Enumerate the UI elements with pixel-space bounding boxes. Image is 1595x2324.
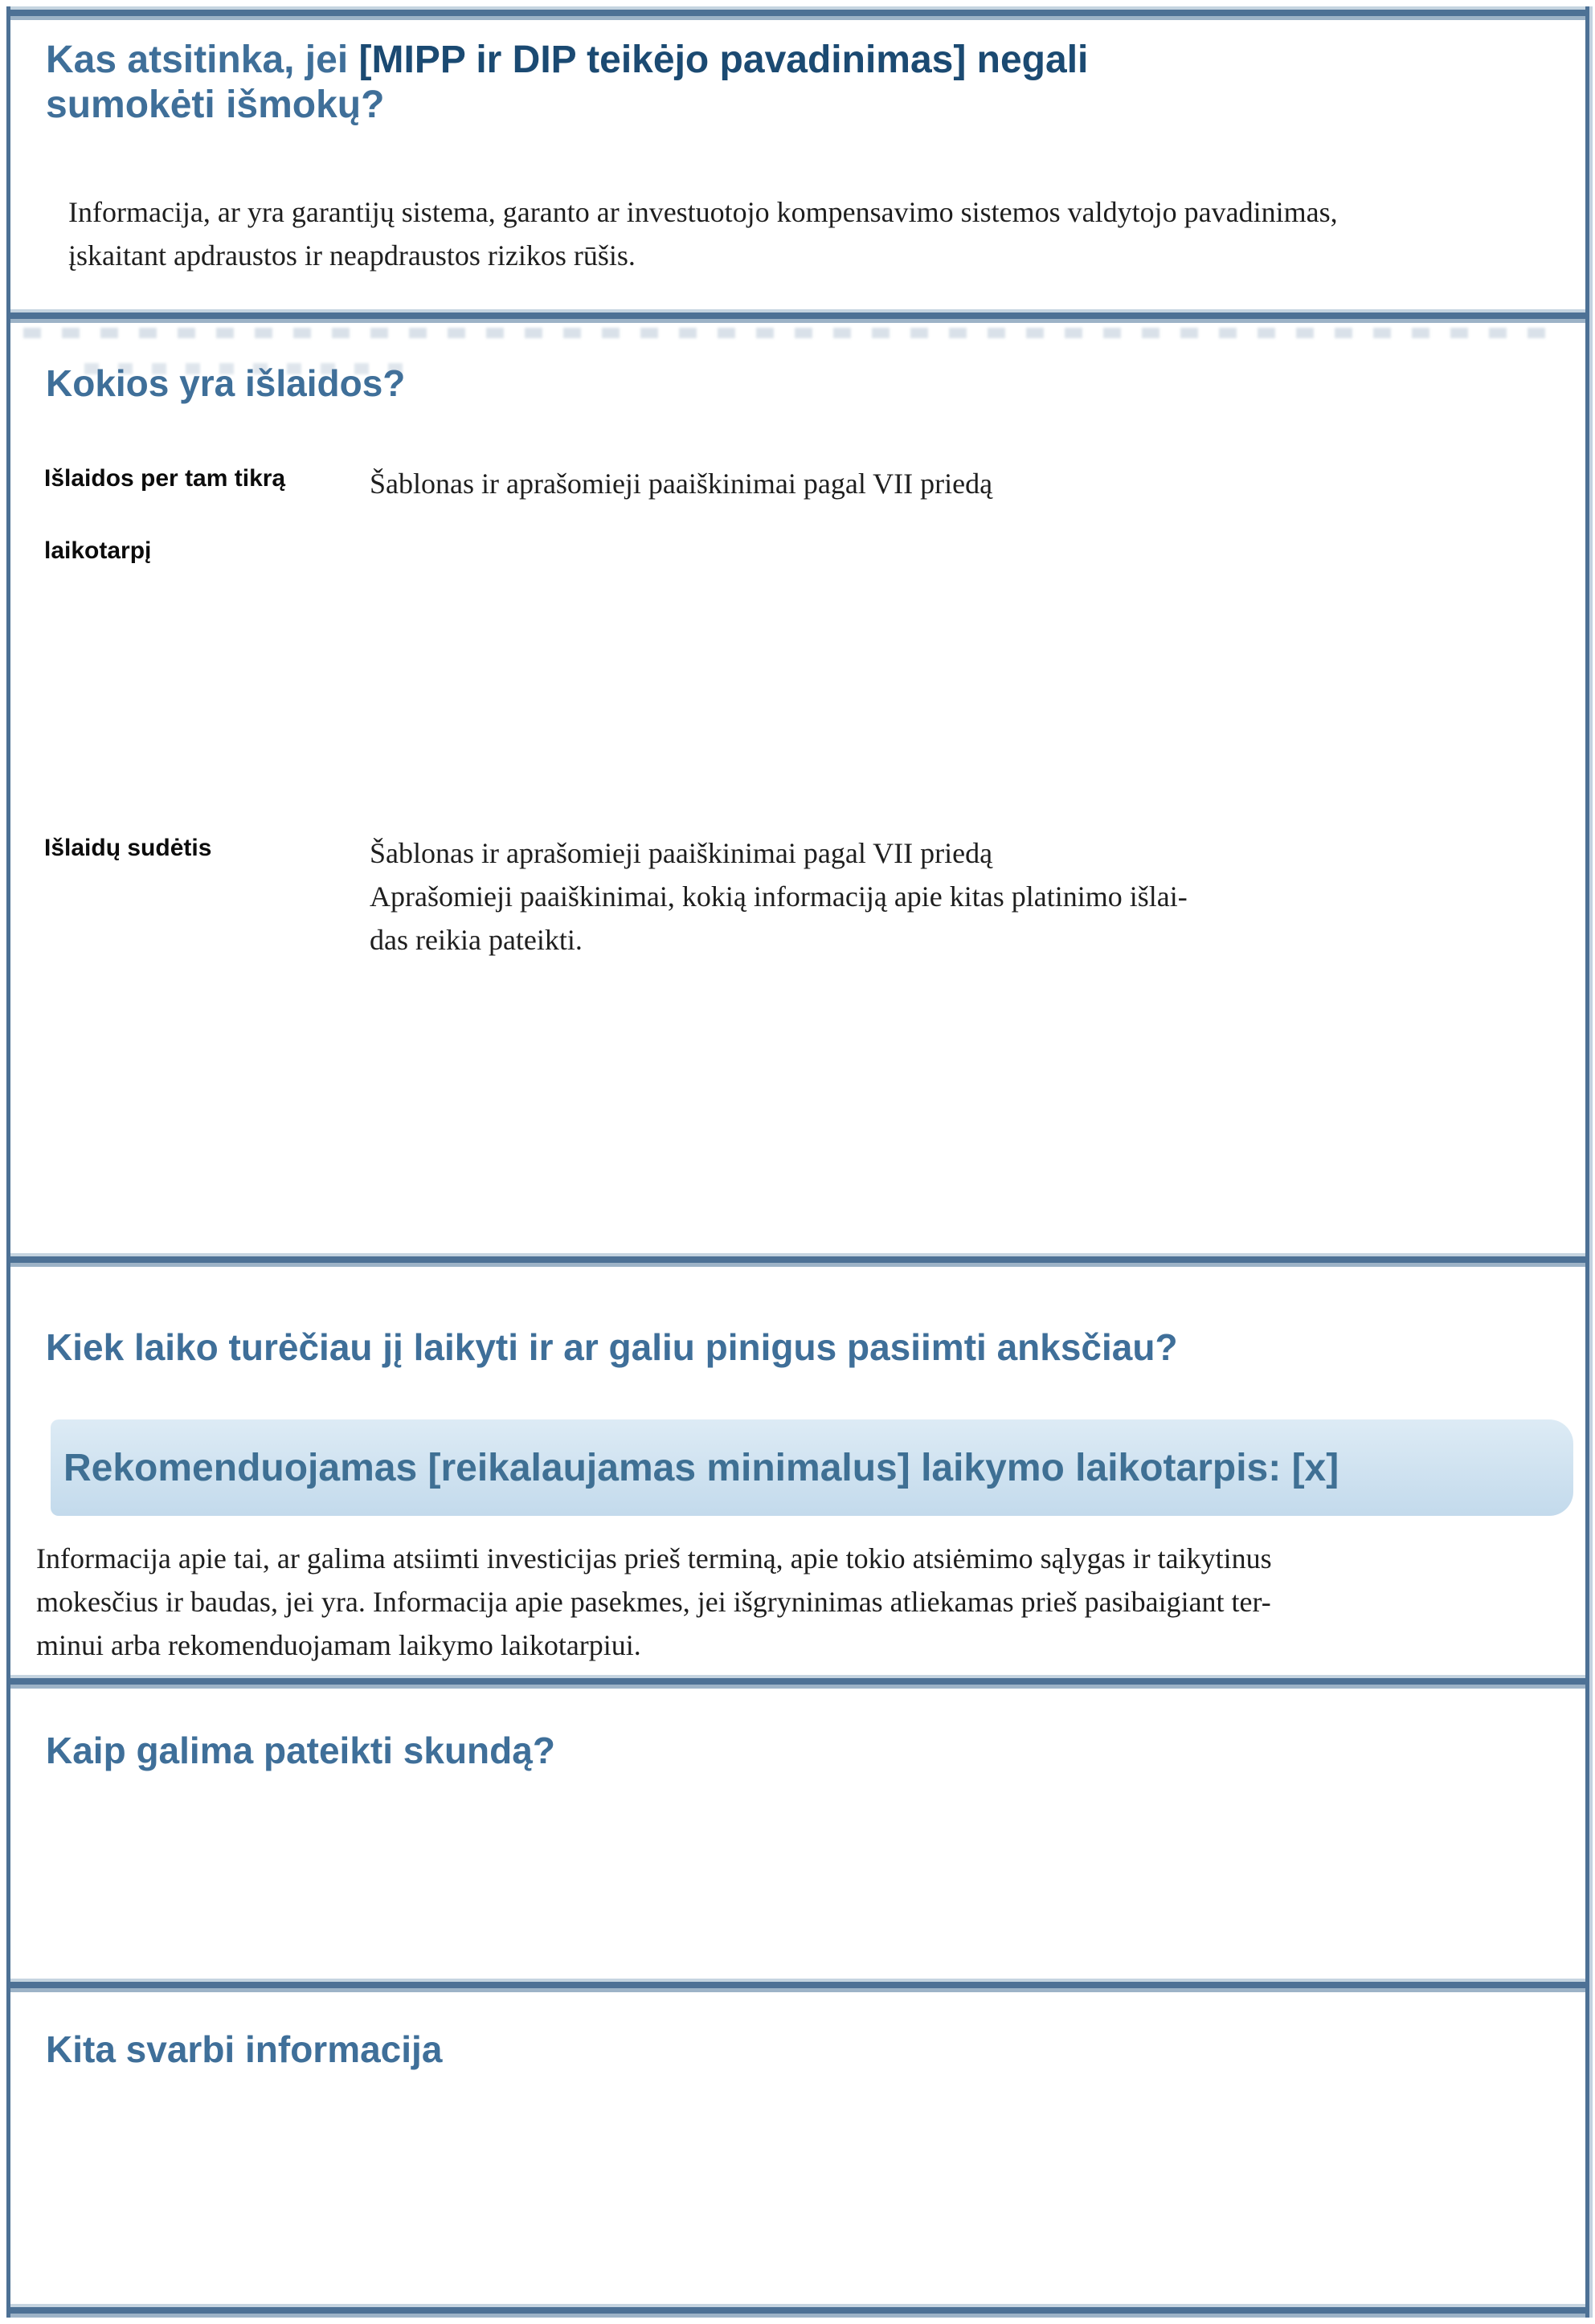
cost-row-composition (10, 812, 1585, 962)
cost-row-description-line: Aprašomieji paaiškinimai, kokią informaciją apie kitas platinimo išlai- (370, 880, 1188, 913)
cost-row-label: Išlaidų sudėtis (44, 835, 212, 862)
cost-row-description-line: Šablonas ir aprašomieji paaiškinimai pagal VII priedą (370, 837, 993, 870)
section-divider (10, 1253, 1585, 1267)
cost-row-description (301, 443, 1585, 505)
heading-prefix: Kas atsitinka, jei (46, 39, 359, 81)
section-other-info (10, 1992, 1585, 2304)
section-holding-period (10, 1267, 1585, 1675)
heading-line-1 (46, 38, 1537, 83)
cost-row-description (301, 812, 1585, 962)
section-complaints (10, 1689, 1585, 1979)
provider-name-placeholder: [MIPP ir DIP teikėjo pavadinimas] negali (358, 39, 1089, 81)
section-divider (10, 1675, 1585, 1689)
holding-description (10, 1516, 1585, 1667)
section-divider (10, 309, 1585, 323)
top-rule (10, 6, 1585, 20)
costs-heading: Kokios yra išlaidos? (46, 362, 406, 404)
heading-line-2: sumokėti išmokų? (46, 84, 385, 127)
insolvency-heading (10, 20, 1585, 128)
holding-description-line: minui arba rekomenduojamam laikymo laikotarpiui. (36, 1629, 641, 1662)
cost-row-description-line: das reikia pateikti. (370, 924, 583, 957)
complaints-heading: Kaip galima pateikti skundą? (46, 1730, 555, 1771)
other-info-heading: Kita svarbi informacija (46, 2028, 443, 2070)
page-frame (6, 6, 1589, 2318)
section-costs (10, 323, 1585, 1253)
holding-description-line: mokesčius ir baudas, jei yra. Informacija apie pasekmes, jei išgryninimas atliekamas prieš pasibaigiant ter- (36, 1586, 1271, 1619)
holding-description-line: Informacija apie tai, ar galima atsiimti investicijas prieš terminą, apie tokio atsiėmimo sąlygas ir taikytinus (36, 1542, 1272, 1575)
insolvency-description: Informacija, ar yra garantijų sistema, garanto ar investuotojo kompensavimo sistemos valdytojo pavadinimas, įskaitant apdraustos ir neapdraustos rizikos rūšis. (68, 196, 1338, 272)
bleed-through-artifact (23, 328, 1564, 338)
cost-row-costs-over-time (10, 443, 1585, 812)
bleed-through-artifact (84, 363, 406, 374)
recommended-holding-period-banner: Rekomenduojamas [reikalaujamas minimalus] laikymo laikotarpis: [x] (51, 1419, 1573, 1516)
holding-heading: Kiek laiko turėčiau jį laikyti ir ar galiu pinigus pasiimti anksčiau? (46, 1326, 1178, 1368)
bottom-rule (10, 2304, 1585, 2318)
section-insolvency (10, 20, 1585, 309)
section-divider (10, 1979, 1585, 1992)
cost-row-label: Išlaidos per tam tikrą laikotarpį (44, 465, 286, 565)
cost-row-description-line: Šablonas ir aprašomieji paaiškinimai pagal VII priedą (370, 468, 993, 500)
